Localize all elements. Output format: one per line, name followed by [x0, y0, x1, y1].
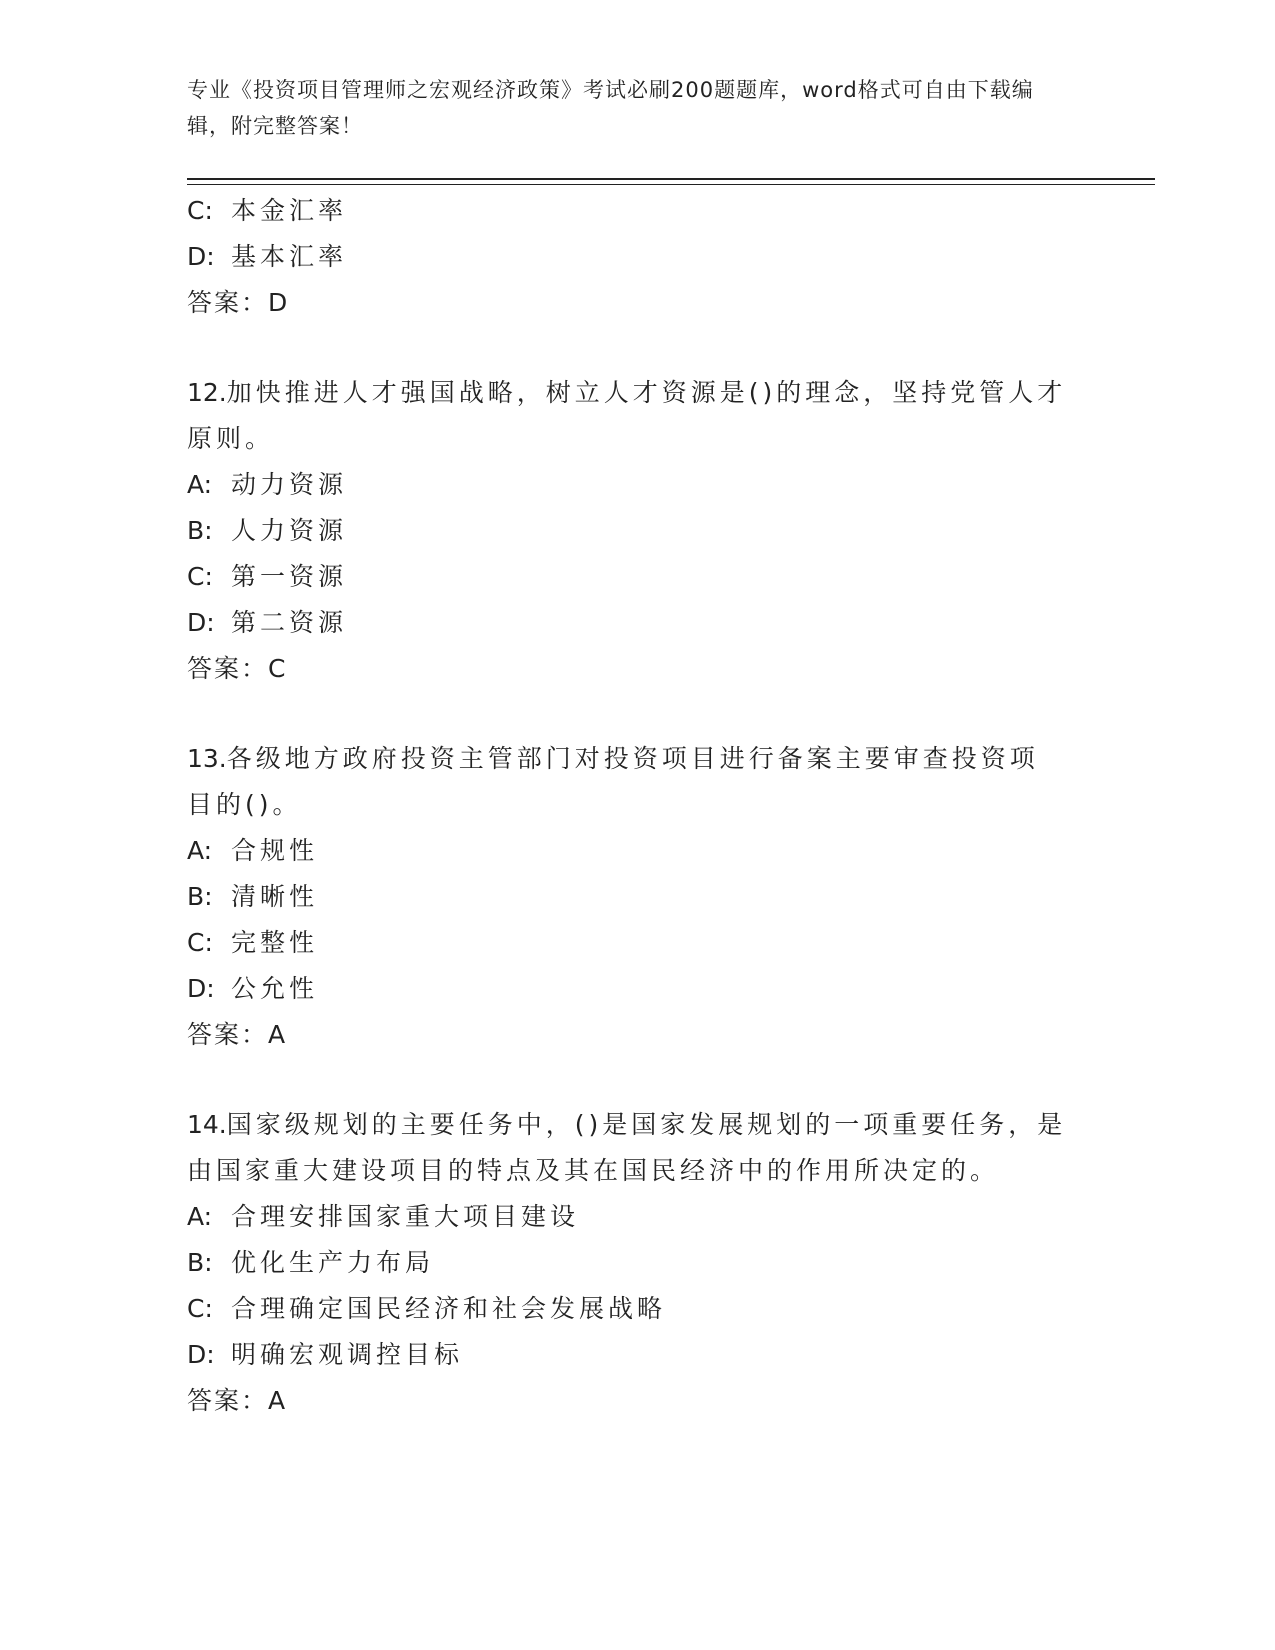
option-key: C: [187, 196, 213, 225]
question-number: 12. [187, 378, 227, 407]
option-text: 第一资源 [231, 562, 348, 591]
option-key: C: [187, 562, 213, 591]
option-c [187, 188, 1087, 234]
question-body: 各级地方政府投资主管部门对投资项目进行备案主要审查投资项目的()。 [187, 744, 1039, 819]
option-text: 本金汇率 [231, 196, 348, 225]
answer-line [187, 280, 1087, 326]
header-rule-thin [187, 184, 1155, 185]
option-text: 完整性 [231, 928, 319, 957]
option-text: 第二资源 [231, 608, 348, 637]
option-text: 动力资源 [231, 470, 348, 499]
option-a [187, 462, 1087, 508]
option-text: 清晰性 [231, 882, 319, 911]
answer-value: A [268, 1020, 286, 1049]
option-b [187, 874, 1087, 920]
partial-question [187, 188, 1087, 326]
question-number: 14. [187, 1110, 227, 1139]
option-d [187, 600, 1087, 646]
question-number: 13. [187, 744, 227, 773]
option-key: D: [187, 1340, 215, 1369]
option-key: A: [187, 470, 213, 499]
option-text: 基本汇率 [231, 242, 348, 271]
question-text [187, 370, 1067, 462]
option-b [187, 508, 1087, 554]
answer-line [187, 646, 1087, 692]
option-key: A: [187, 836, 213, 865]
question-14 [187, 1102, 1087, 1424]
option-key: B: [187, 1248, 213, 1277]
answer-line [187, 1012, 1087, 1058]
question-13 [187, 736, 1087, 1058]
option-text: 合理安排国家重大项目建设 [231, 1202, 580, 1231]
answer-line [187, 1378, 1087, 1424]
answer-label: 答案： [187, 1020, 269, 1049]
question-body: 加快推进人才强国战略，树立人才资源是()的理念，坚持党管人才原则。 [187, 378, 1067, 453]
option-text: 合理确定国民经济和社会发展战略 [231, 1294, 667, 1323]
option-b [187, 1240, 1087, 1286]
option-c [187, 920, 1087, 966]
answer-value: D [268, 288, 288, 317]
option-d [187, 966, 1087, 1012]
answer-value: C [268, 654, 286, 683]
question-text [187, 1102, 1067, 1194]
question-text [187, 736, 1067, 828]
option-text: 人力资源 [231, 516, 348, 545]
option-text: 明确宏观调控目标 [231, 1340, 464, 1369]
option-key: C: [187, 1294, 213, 1323]
option-d [187, 234, 1087, 280]
answer-label: 答案： [187, 288, 269, 317]
option-key: B: [187, 516, 213, 545]
option-c [187, 554, 1087, 600]
option-a [187, 828, 1087, 874]
option-text: 优化生产力布局 [231, 1248, 435, 1277]
option-key: D: [187, 608, 215, 637]
document-header: 专业《投资项目管理师之宏观经济政策》考试必刷200题题库，word格式可自由下载编辑，附完整答案！ [187, 78, 1034, 138]
option-a [187, 1194, 1087, 1240]
question-body: 国家级规划的主要任务中，()是国家发展规划的一项重要任务，是由国家重大建设项目的特点及其在国民经济中的作用所决定的。 [187, 1110, 1067, 1185]
option-key: B: [187, 882, 213, 911]
option-key: A: [187, 1202, 213, 1231]
answer-label: 答案： [187, 654, 269, 683]
option-text: 公允性 [231, 974, 319, 1003]
option-c [187, 1286, 1087, 1332]
answer-label: 答案： [187, 1386, 269, 1415]
header-rule-thick [187, 178, 1155, 180]
question-12 [187, 370, 1087, 692]
option-text: 合规性 [231, 836, 319, 865]
option-key: D: [187, 974, 215, 1003]
answer-value: A [268, 1386, 286, 1415]
option-key: D: [187, 242, 215, 271]
question-list [187, 188, 1087, 1424]
option-d [187, 1332, 1087, 1378]
option-key: C: [187, 928, 213, 957]
